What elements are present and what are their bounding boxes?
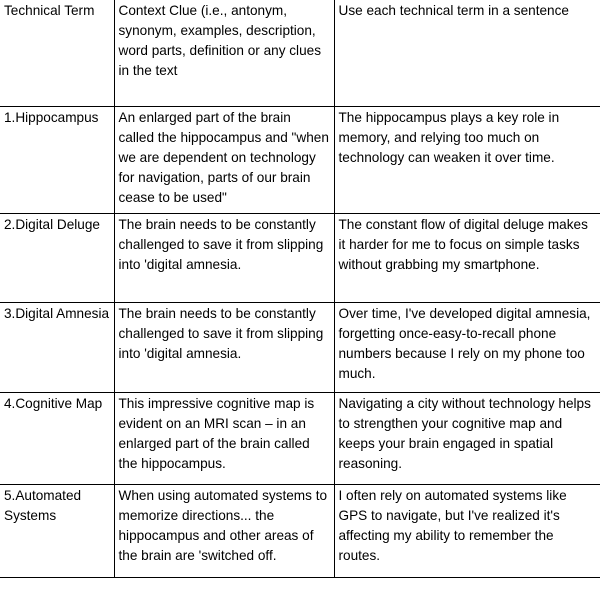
term-cell: 3.Digital Amnesia	[0, 302, 114, 392]
table-row	[0, 392, 600, 484]
sentence-cell: The hippocampus plays a key role in memory, and relying too much on technology can weaken it over time.	[334, 106, 600, 213]
header-context-clue: Context Clue (i.e., antonym, synonym, examples, description, word parts, definition or any clues in the text	[114, 0, 334, 106]
header-row	[0, 0, 600, 106]
clue-cell: The brain needs to be constantly challenged to save it from slipping into 'digital amnesia.	[114, 213, 334, 302]
sentence-cell: Navigating a city without technology helps to strengthen your cognitive map and keeps your brain engaged in spatial reasoning.	[334, 392, 600, 484]
sentence-cell: Over time, I've developed digital amnesia, forgetting once-easy-to-recall phone numbers because I rely on my phone too much.	[334, 302, 600, 392]
table-row	[0, 302, 600, 392]
term-cell: 2.Digital Deluge	[0, 213, 114, 302]
clue-cell: An enlarged part of the brain called the hippocampus and "when we are dependent on technology for navigation, parts of our brain cease to be used"	[114, 106, 334, 213]
clue-cell: This impressive cognitive map is evident on an MRI scan – in an enlarged part of the brain called the hippocampus.	[114, 392, 334, 484]
header-technical-term: Technical Term	[0, 0, 114, 106]
clue-cell: The brain needs to be constantly challenged to save it from slipping into 'digital amnesia.	[114, 302, 334, 392]
sentence-cell: I often rely on automated systems like GPS to navigate, but I've realized it's affecting my ability to remember the routes.	[334, 484, 600, 577]
header-sentence: Use each technical term in a sentence	[334, 0, 600, 106]
term-cell: 4.Cognitive Map	[0, 392, 114, 484]
term-cell: 1.Hippocampus	[0, 106, 114, 213]
term-cell: 5.Automated Systems	[0, 484, 114, 577]
table-row	[0, 484, 600, 577]
table-row	[0, 106, 600, 213]
clue-cell: When using automated systems to memorize directions... the hippocampus and other areas of the brain are 'switched off.	[114, 484, 334, 577]
sentence-cell: The constant flow of digital deluge makes it harder for me to focus on simple tasks without grabbing my smartphone.	[334, 213, 600, 302]
table-row	[0, 213, 600, 302]
